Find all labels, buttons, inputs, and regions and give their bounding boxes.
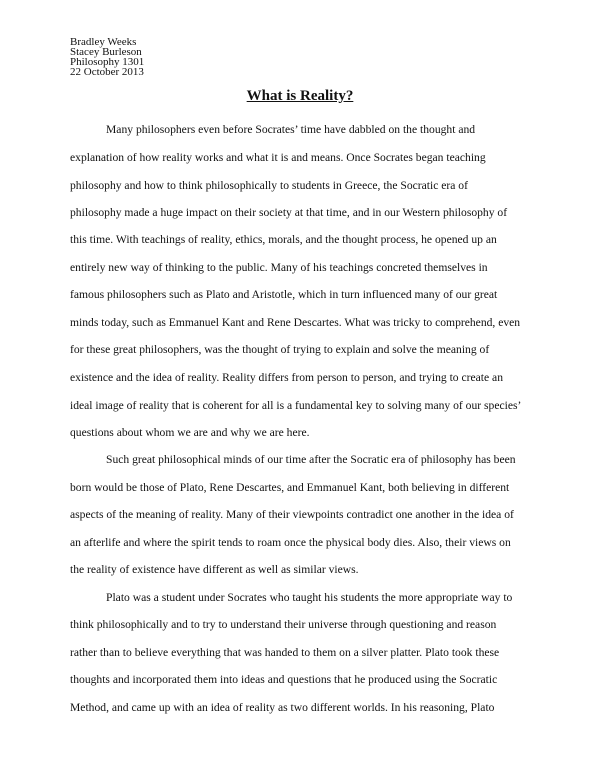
author-name: Bradley Weeks	[70, 36, 137, 48]
body-line: aspects of the meaning of reality. Many of their viewpoints contradict one another in the idea of	[70, 508, 514, 521]
body-line: born would be those of Plato, Rene Descartes, and Emmanuel Kant, both believing in different	[70, 481, 510, 494]
body-line: Such great philosophical minds of our time after the Socratic era of philosophy has been	[106, 453, 516, 466]
body-line: ideal image of reality that is coherent for all is a fundamental key to solving many of our species’	[70, 399, 522, 412]
body-line: the reality of existence have different as well as similar views.	[70, 563, 359, 576]
body-line: philosophy and how to think philosophically to students in Greece, the Socratic era of	[70, 179, 468, 192]
body-line: thoughts and incorporated them into ideas and questions that he produced using the Socratic	[70, 673, 498, 686]
body-line: minds today, such as Emmanuel Kant and Rene Descartes. What was tricky to comprehend, even	[70, 316, 521, 329]
body-line: explanation of how reality works and what it is and means. Once Socrates began teaching	[70, 151, 486, 164]
body-line: famous philosophers such as Plato and Aristotle, which in turn influenced many of our great	[70, 288, 498, 301]
header-block	[70, 37, 144, 77]
body-line: philosophy made a huge impact on their society at that time, and in our Western philosophy of	[70, 206, 508, 219]
body-line: an afterlife and where the spirit tends to roam once the physical body dies. Also, their views on	[70, 536, 511, 549]
instructor-name: Stacey Burleson	[70, 46, 142, 58]
body-line: Method, and came up with an idea of reality as two different worlds. In his reasoning, Plato	[70, 701, 495, 714]
body-line: existence and the idea of reality. Reality differs from person to person, and trying to create an	[70, 371, 503, 384]
body-line: for these great philosophers, was the thought of trying to explain and solve the meaning of	[70, 343, 490, 356]
body-line: think philosophically and to try to understand their universe through questioning and reason	[70, 618, 497, 631]
body-line: rather than to believe everything that was handed to them on a silver platter. Plato took these	[70, 646, 500, 659]
body-line: questions about whom we are and why we are here.	[70, 426, 310, 439]
body-line: entirely new way of thinking to the public. Many of his teachings concreted themselves in	[70, 261, 488, 274]
course-name: Philosophy 1301	[70, 56, 145, 68]
body-line: Plato was a student under Socrates who taught his students the more appropriate way to	[106, 591, 513, 604]
body-line: this time. With teachings of reality, ethics, morals, and the thought process, he opened up an	[70, 233, 497, 246]
body-line: Many philosophers even before Socrates’ time have dabbled on the thought and	[106, 123, 476, 136]
date: 22 October 2013	[70, 66, 144, 78]
page-title: What is Reality?	[246, 88, 354, 104]
